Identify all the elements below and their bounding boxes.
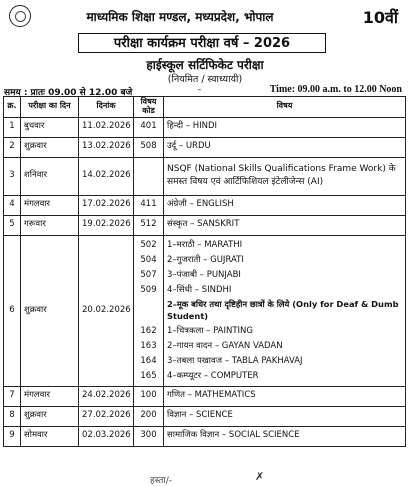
row-sn: 4: [4, 195, 21, 215]
row-codes: [134, 235, 164, 386]
sub-code: 504: [140, 254, 157, 265]
row-day: बुधवार: [21, 117, 79, 137]
class-badge: 10वीं: [362, 8, 398, 27]
row-sn: 2: [4, 137, 21, 157]
row-subject: NSQF (National Skills Qualifications Frame Work) के समस्त विषय एवं आर्टिफिशियल इंटेलीजेन्स (AI): [164, 157, 406, 195]
sub-code: 502: [140, 239, 157, 250]
row-date: 24.02.2026: [79, 386, 134, 406]
sub-subject: 3–पंजाबी – PUNJABI: [167, 269, 241, 280]
sub-subject: 2–गुजराती – GUJRATI: [167, 254, 244, 265]
sub-code: 509: [140, 284, 157, 295]
row-code: 512: [134, 215, 164, 235]
table-row: [4, 386, 406, 406]
row-subject: उर्दू – URDU: [164, 137, 406, 157]
row-date: 13.02.2026: [79, 137, 134, 157]
row-day: सोमवार: [21, 426, 79, 446]
row-date: 17.02.2026: [79, 195, 134, 215]
row-subjects: [164, 235, 406, 386]
table-row: [4, 157, 406, 195]
row-date: 20.02.2026: [79, 235, 134, 386]
sub-code: 165: [140, 370, 157, 381]
row-day: शुक्रवार: [21, 406, 79, 426]
table-row: [4, 215, 406, 235]
header-date: दिनांक: [79, 97, 134, 118]
table-row: [4, 195, 406, 215]
time-hindi: समय : प्रातः 09.00 से 12.00 बजे: [4, 88, 133, 98]
time-dash: -: [198, 85, 202, 95]
signature: हस्ता/-: [150, 476, 173, 486]
row-subject: अंग्रेजी – ENGLISH: [164, 195, 406, 215]
exam-schedule-table: [3, 96, 406, 447]
row-code: 100: [134, 386, 164, 406]
row-day: गरूवार: [21, 215, 79, 235]
sub-code: 507: [140, 269, 157, 280]
row-day: शुक्रवार: [21, 235, 79, 386]
row-sn: 1: [4, 117, 21, 137]
sub-subject: 1–मराठी – MARATHI: [167, 239, 243, 250]
row-subject: संस्कृत – SANSKRIT: [164, 215, 406, 235]
sub-code: 163: [140, 340, 157, 351]
table-row: [4, 235, 406, 386]
row-subject: गणित – MATHEMATICS: [164, 386, 406, 406]
row-code: 401: [134, 117, 164, 137]
row-subject: विज्ञान – SCIENCE: [164, 406, 406, 426]
header-sn: क्र.: [4, 97, 21, 118]
signature-mark: ✗: [255, 470, 265, 483]
row-day: मंगलवार: [21, 386, 79, 406]
row-date: 11.02.2026: [79, 117, 134, 137]
row-code: 508: [134, 137, 164, 157]
row-code: 300: [134, 426, 164, 446]
sub-subject: 2–गायन वादन – GAYAN VADAN: [167, 340, 283, 351]
row-day: शुक्रवार: [21, 137, 79, 157]
board-name: माध्यमिक शिक्षा मण्डल, मध्यप्रदेश, भोपाल: [86, 10, 274, 24]
row-day: शनिवार: [21, 157, 79, 195]
row-subject: हिन्दी – HINDI: [164, 117, 406, 137]
header-day: परीक्षा का दिन: [21, 97, 79, 118]
header-subject: विषय: [164, 97, 406, 118]
table-row: [4, 117, 406, 137]
sub-subject: 3–तबला पखावज – TABLA PAKHAVAJ: [167, 355, 303, 366]
row-sn: 9: [4, 426, 21, 446]
row-sn: 8: [4, 406, 21, 426]
table-row: [4, 137, 406, 157]
exam-type: (नियमित / स्वाध्यायी): [167, 74, 243, 85]
row-code: 200: [134, 406, 164, 426]
sub-subject: 4–सिंधी – SINDHI: [167, 284, 232, 295]
sub-code: 162: [140, 325, 157, 336]
row-sn: 3: [4, 157, 21, 195]
time-english: Time: 09.00 a.m. to 12.00 Noon: [269, 84, 402, 95]
row-sn: 5: [4, 215, 21, 235]
row-day: मंगलवार: [21, 195, 79, 215]
exam-title: परीक्षा कार्यक्रम परीक्षा वर्ष – 2026: [78, 33, 326, 53]
row-date: 02.03.2026: [79, 426, 134, 446]
row-code: [134, 157, 164, 195]
certificate-title: हाईस्कूल सर्टिफिकेट परीक्षा: [146, 58, 264, 72]
row-sn: 7: [4, 386, 21, 406]
row-date: 14.02.2026: [79, 157, 134, 195]
sub-subject-note: 2–मूक बधिर तथा दृष्टिहीन छात्रों के लिये (Only for Deaf & Dumb Student): [167, 298, 399, 321]
table-row: [4, 406, 406, 426]
row-date: 19.02.2026: [79, 215, 134, 235]
row-sn: 6: [4, 235, 21, 386]
row-code: 411: [134, 195, 164, 215]
sub-code: [134, 298, 163, 324]
row-date: 27.02.2026: [79, 406, 134, 426]
sub-subject: 1–चित्रकला – PAINTING: [167, 325, 254, 336]
row-subject: सामाजिक विज्ञान – SOCIAL SCIENCE: [164, 426, 406, 446]
table-row: [4, 426, 406, 446]
sub-code: 164: [140, 355, 157, 366]
header-code: विषय कोड: [134, 97, 164, 118]
sub-subject: 4–कम्प्यूटर – COMPUTER: [167, 370, 259, 381]
